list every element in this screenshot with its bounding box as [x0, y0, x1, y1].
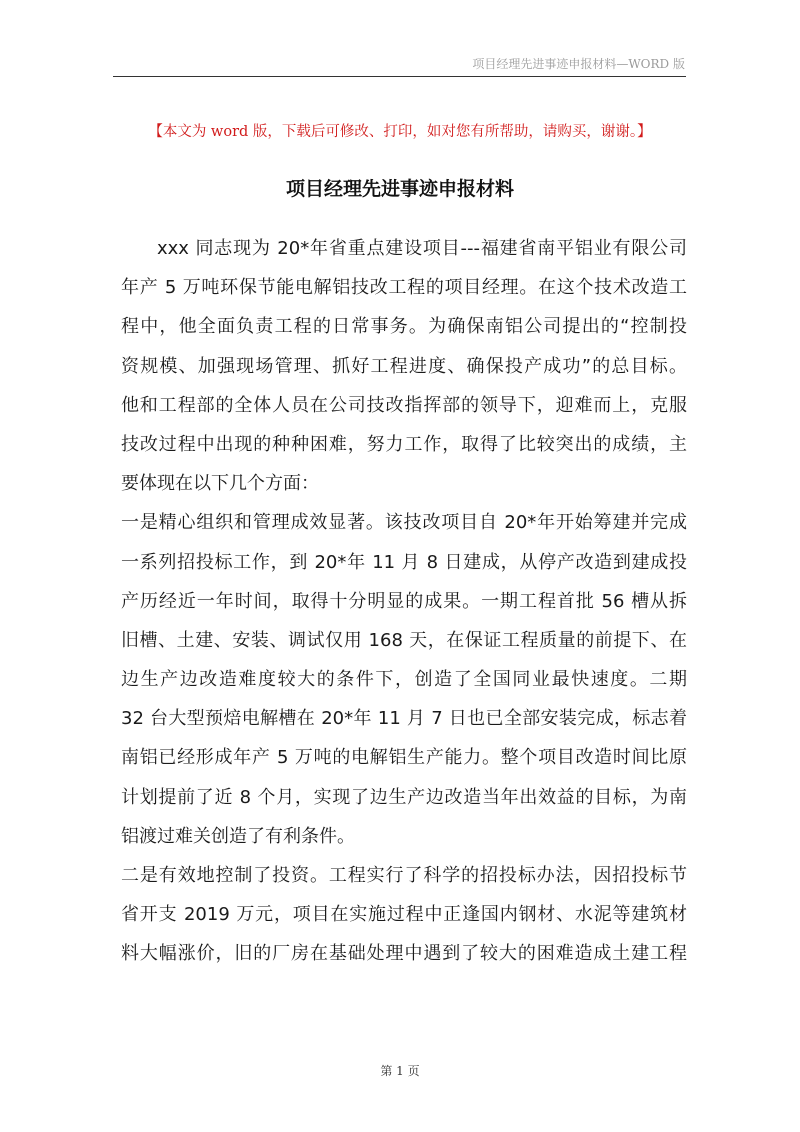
- body-line: 产历经近一年时间，取得十分明显的成果。一期工程首批 56 槽从拆: [121, 590, 687, 612]
- body-line: 年产 5 万吨环保节能电解铝技改工程的项目经理。在这个技术改造工: [121, 277, 687, 299]
- body-line: 程中，他全面负责工程的日常事务。为确保南铝公司提出的“控制投: [121, 316, 687, 338]
- body-line: 料大幅涨价，旧的厂房在基础处理中遇到了较大的困难造成土建工程: [121, 943, 687, 965]
- body-line: 计划提前了近 8 个月，实现了边生产边改造当年出效益的目标，为南: [121, 786, 687, 808]
- body-line: 他和工程部的全体人员在公司技改指挥部的领导下，迎难而上，克服: [121, 394, 687, 416]
- header-divider: [113, 76, 686, 77]
- body-line: 铝渡过难关创造了有利条件。: [121, 825, 355, 847]
- body-line: 技改过程中出现的种种困难，努力工作，取得了比较突出的成绩，主: [121, 433, 687, 455]
- body-line: 二是有效地控制了投资。工程实行了科学的招投标办法，因招投标节: [121, 865, 687, 886]
- body-line: 32 台大型预焙电解槽在 20*年 11 月 7 日也已全部安装完成，标志着: [121, 708, 687, 730]
- body-line: 省开支 2019 万元，项目在实施过程中正逢国内钢材、水泥等建筑材: [121, 904, 687, 926]
- document-title: 项目经理先进事迹申报材料: [285, 178, 514, 200]
- body-line: 要体现在以下几个方面：: [121, 473, 319, 495]
- body-line: 南铝已经形成年产 5 万吨的电解铝生产能力。整个项目改造时间比原: [121, 747, 687, 769]
- body-line: 旧槽、土建、安装、调试仅用 168 天，在保证工程质量的前提下、在: [121, 629, 687, 651]
- body-line: 资规模、加强现场管理、抓好工程进度、确保投产成功”的总目标。: [121, 355, 687, 377]
- body-line: 边生产边改造难度较大的条件下，创造了全国同业最快速度。二期: [121, 669, 687, 691]
- page-number: 第 1 页: [380, 1064, 420, 1078]
- running-header: 项目经理先进事迹申报材料—WORD 版: [472, 57, 685, 71]
- download-notice: 【本文为 word 版，下载后可修改、打印，如对您有所帮助，请购买，谢谢。】: [148, 124, 652, 140]
- document-body: [121, 229, 687, 974]
- body-line: 一系列招投标工作，到 20*年 11 月 8 日建成，从停产改造到建成投: [121, 551, 687, 573]
- body-line: 一是精心组织和管理成效显著。该技改项目自 20*年开始筹建并完成: [121, 512, 687, 534]
- body-line: xxx 同志现为 20*年省重点建设项目---福建省南平铝业有限公司: [157, 238, 687, 259]
